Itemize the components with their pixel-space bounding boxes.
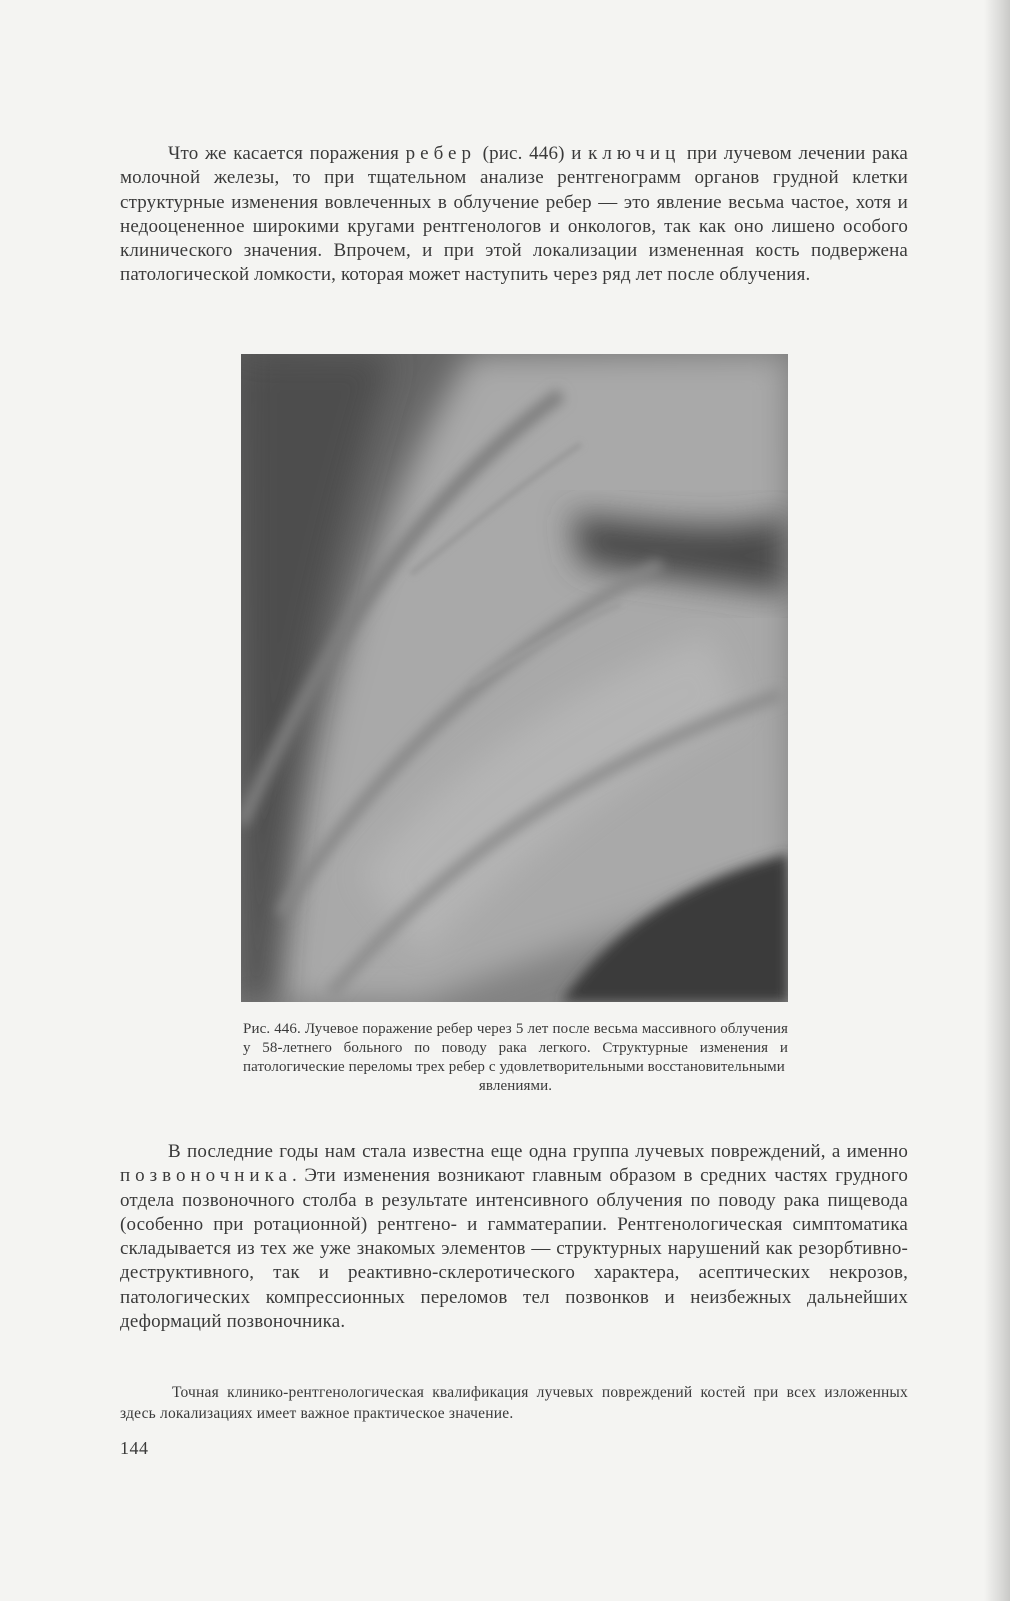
paragraph-ribs-text-1: Что же касается поражения bbox=[168, 143, 406, 164]
spaced-word-spine: позвоночника bbox=[120, 1165, 292, 1187]
paragraph-ribs-text-3: при лучевом лечении рака молочной железы, то при тщательном анализе рентгенограмм органов грудной клетки структурные изменения вовлеченных в облучение ребер — это явление весьма частое, хотя и недооцененное широкими кругами рентгенологов и онкологов, так как оно лишено особого клинического значения. Впрочем, и при этой локализации измененная кость подвержена патологической ломкости, которая может наступить через ряд лет после облучения. bbox=[120, 143, 908, 286]
xray-figure bbox=[241, 354, 788, 1002]
xray-image bbox=[241, 354, 788, 1002]
spaced-word-clavicles: ключиц bbox=[588, 143, 681, 164]
figure-caption bbox=[243, 1020, 788, 1096]
paragraph-spine-text-1: В последние годы нам стала известна еще одна группа лучевых повреждений, а именно bbox=[168, 1141, 908, 1162]
paragraph-ribs bbox=[120, 142, 908, 288]
paragraph-ribs-text-2: (рис. 446) и bbox=[475, 143, 589, 164]
spaced-word-ribs: ребер bbox=[405, 143, 476, 164]
paragraph-spine-text-2: . Эти изменения возникают главным образом в средних частях грудного отдела позвоночного столба в результате интенсивного облучения по поводу рака пищевода (особенно при ротационной) рентгено- и гамматерапии. Рентгенологическая симптоматика складывается из тех же уже знакомых элементов — структурных нарушений как резорбтивно-деструктивного, так и реактивно-склеротического характера, асептических некрозов, патологических компрессионных переломов тел позвонков и неизбежных дальнейших деформаций позвоночника. bbox=[120, 1165, 908, 1333]
page-number: 144 bbox=[120, 1438, 149, 1458]
paragraph-spine bbox=[120, 1140, 908, 1334]
figure-caption-last-line: явлениями. bbox=[478, 1078, 553, 1094]
page-edge-shadow bbox=[984, 0, 1010, 1601]
paragraph-conclusion: Точная клинико-рентгенологическая квалификация лучевых повреждений костей при всех изложенных здесь локализациях имеет важное практическое значение. bbox=[120, 1384, 908, 1422]
figure-caption-text: Рис. 446. Лучевое поражение ребер через 5 лет после весьма массивного облучения у 58-летнего больного по поводу рака легкого. Структурные изменения и патологические переломы трех ребер с удовлетворительными восстановительными bbox=[243, 1021, 788, 1075]
